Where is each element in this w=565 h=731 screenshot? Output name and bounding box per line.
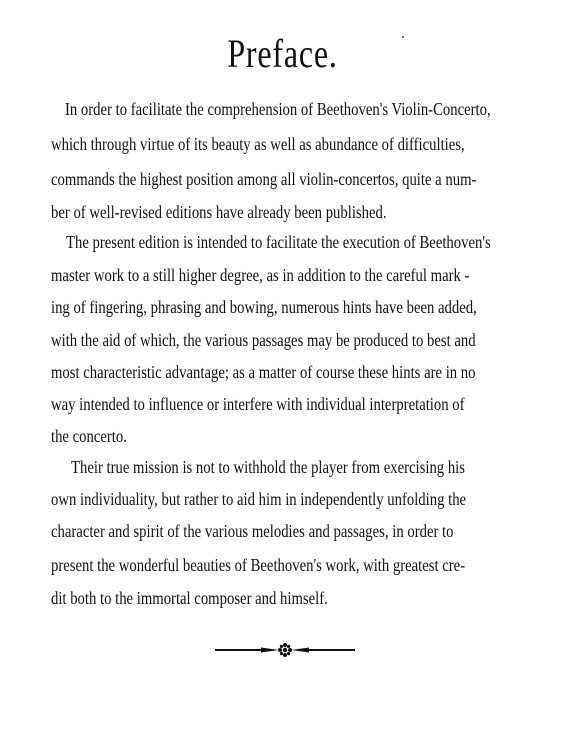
paragraph-3-line-1: Their true mission is not to withhold the player from exercising his	[71, 457, 465, 477]
paragraph-2-line-2: master work to a still higher degree, as in addition to the careful mark -	[51, 265, 470, 285]
paragraph-1-line-3: commands the highest position among all violin-concertos, quite a num-	[51, 169, 477, 189]
paragraph-2-line-6: way intended to influence or interfere with individual interpretation of	[51, 394, 465, 414]
paragraph-3-line-4: present the wonderful beauties of Beethoven's work, with greatest cre-	[51, 555, 466, 575]
paragraph-2-line-4: with the aid of which, the various passages may be produced to best and	[51, 330, 476, 350]
paragraph-1-line-2: which through virtue of its beauty as well as abundance of difficulties,	[51, 134, 465, 154]
paragraph-3-line-2: own individuality, but rather to aid him in independently unfolding the	[51, 489, 467, 509]
paragraph-2-line-1: The present edition is intended to facilitate the execution of Beethoven's	[66, 232, 491, 252]
ornament-divider	[215, 638, 355, 662]
paragraph-3-line-5: dit both to the immortal composer and himself.	[51, 588, 328, 608]
paragraph-3-line-3: character and spirit of the various melodies and passages, in order to	[51, 521, 454, 541]
paragraph-2-line-5: most characteristic advantage; as a matter of course these hints are in no	[51, 362, 476, 382]
flower-icon	[278, 643, 292, 657]
paragraph-2-line-3: ing of fingering, phrasing and bowing, numerous hints have been added,	[51, 297, 477, 317]
paragraph-2-line-7: the concerto.	[51, 426, 127, 446]
paragraph-1-line-4: ber of well-revised editions have already been published.	[51, 202, 387, 222]
paragraph-1-line-1: In order to facilitate the comprehension of Beethoven's Violin-Concerto,	[65, 99, 491, 119]
page-title: Preface.	[227, 31, 338, 76]
